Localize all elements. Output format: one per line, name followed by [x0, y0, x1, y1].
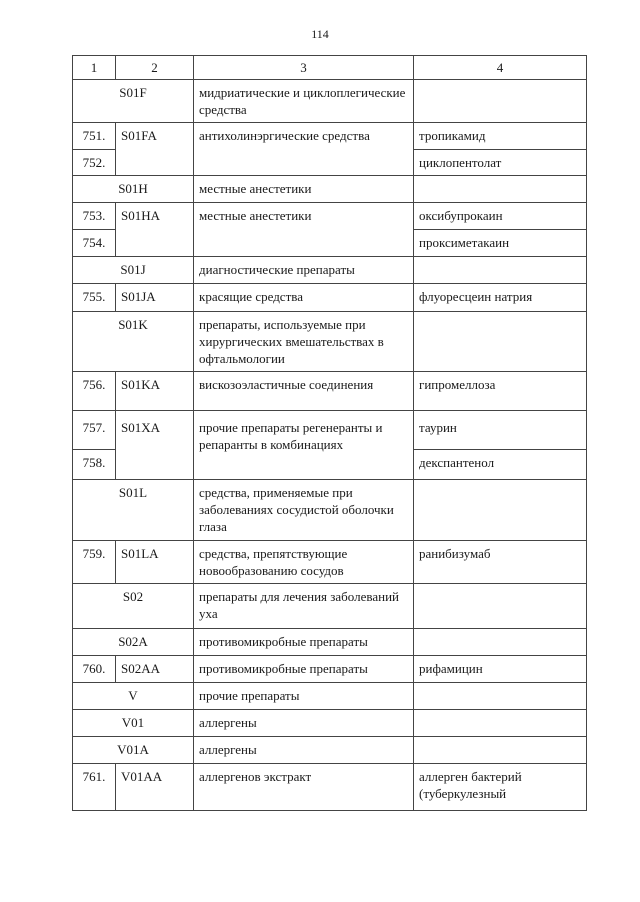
empty-cell: [414, 176, 587, 203]
atc-code: V01AA: [116, 764, 194, 811]
group-row-s02: [73, 584, 587, 629]
group-description: средства, препятствующие новообразованию сосудов: [194, 541, 414, 584]
group-row-s02a: [73, 629, 587, 656]
header-col-2: 2: [116, 56, 194, 80]
group-row-v: [73, 683, 587, 710]
atc-code: S01LA: [116, 541, 194, 584]
group-description: диагностические препараты: [194, 257, 414, 284]
header-col-4: 4: [414, 56, 587, 80]
group-description: препараты, используемые при хирургических вмешательствах в офтальмологии: [194, 312, 414, 372]
atc-code: S01HA: [116, 203, 194, 257]
table-row-760: [73, 656, 587, 683]
table-row-753: [73, 203, 587, 230]
group-description: вискозоэластичные соединения: [194, 372, 414, 411]
group-description: аллергенов экстракт: [194, 764, 414, 811]
empty-cell: [414, 312, 587, 372]
group-description: аллергены: [194, 737, 414, 764]
group-description: прочие препараты: [194, 683, 414, 710]
group-row-s01l: [73, 480, 587, 541]
table-row-757: [73, 411, 587, 450]
empty-cell: [414, 80, 587, 123]
drug-name: ранибизумаб: [414, 541, 587, 584]
drug-name: декспантенол: [414, 450, 587, 480]
empty-cell: [414, 584, 587, 629]
atc-code: S01KA: [116, 372, 194, 411]
group-description: местные анестетики: [194, 203, 414, 257]
row-number: 755.: [73, 284, 116, 312]
table-row-755: [73, 284, 587, 312]
row-number: 757.: [73, 411, 116, 450]
empty-cell: [414, 737, 587, 764]
group-description: антихолинэргические средства: [194, 123, 414, 176]
group-description: противомикробные препараты: [194, 629, 414, 656]
row-number: 760.: [73, 656, 116, 683]
atc-code: S02AA: [116, 656, 194, 683]
group-description: прочие препараты регенеранты и репаранты в комбинациях: [194, 411, 414, 480]
drug-name: оксибупрокаин: [414, 203, 587, 230]
group-code: S02: [73, 584, 194, 629]
drug-name: тропикамид: [414, 123, 587, 150]
drug-name: циклопентолат: [414, 150, 587, 176]
group-code: S01H: [73, 176, 194, 203]
row-number: 751.: [73, 123, 116, 150]
empty-cell: [414, 480, 587, 541]
empty-cell: [414, 710, 587, 737]
drug-classification-table: [72, 55, 587, 811]
group-description: препараты для лечения заболеваний уха: [194, 584, 414, 629]
atc-code: S01FA: [116, 123, 194, 176]
group-description: средства, применяемые при заболеваниях сосудистой оболочки глаза: [194, 480, 414, 541]
group-code: V01A: [73, 737, 194, 764]
empty-cell: [414, 257, 587, 284]
table-row-759: [73, 541, 587, 584]
group-description: противомикробные препараты: [194, 656, 414, 683]
table-row-761: [73, 764, 587, 811]
row-number: 758.: [73, 450, 116, 480]
row-number: 753.: [73, 203, 116, 230]
header-col-1: 1: [73, 56, 116, 80]
empty-cell: [414, 629, 587, 656]
group-row-s01j: [73, 257, 587, 284]
group-row-s01k: [73, 312, 587, 372]
group-code: S01K: [73, 312, 194, 372]
group-row-v01: [73, 710, 587, 737]
row-number: 761.: [73, 764, 116, 811]
group-description: красящие средства: [194, 284, 414, 312]
table-row-751: [73, 123, 587, 150]
group-code: V: [73, 683, 194, 710]
group-row-s01h: [73, 176, 587, 203]
row-number: 756.: [73, 372, 116, 411]
row-number: 759.: [73, 541, 116, 584]
drug-name: флуоресцеин натрия: [414, 284, 587, 312]
group-code: S01J: [73, 257, 194, 284]
drug-name: таурин: [414, 411, 587, 450]
row-number: 752.: [73, 150, 116, 176]
group-description: аллергены: [194, 710, 414, 737]
drug-name: рифамицин: [414, 656, 587, 683]
header-row: [73, 56, 587, 80]
page-number: 114: [311, 27, 329, 41]
row-number: 754.: [73, 230, 116, 257]
empty-cell: [414, 683, 587, 710]
group-code: V01: [73, 710, 194, 737]
drug-name: проксиметакаин: [414, 230, 587, 257]
group-code: S01F: [73, 80, 194, 123]
drug-name: гипромеллоза: [414, 372, 587, 411]
drug-name: аллерген бактерий (туберкулезный: [414, 764, 587, 811]
atc-code: S01JA: [116, 284, 194, 312]
group-row-v01a: [73, 737, 587, 764]
group-code: S01L: [73, 480, 194, 541]
group-code: S02A: [73, 629, 194, 656]
table-row-756: [73, 372, 587, 411]
group-description: местные анестетики: [194, 176, 414, 203]
header-col-3: 3: [194, 56, 414, 80]
group-row-s01f: [73, 80, 587, 123]
group-description: мидриатические и циклоплегические средства: [194, 80, 414, 123]
atc-code: S01XA: [116, 411, 194, 480]
